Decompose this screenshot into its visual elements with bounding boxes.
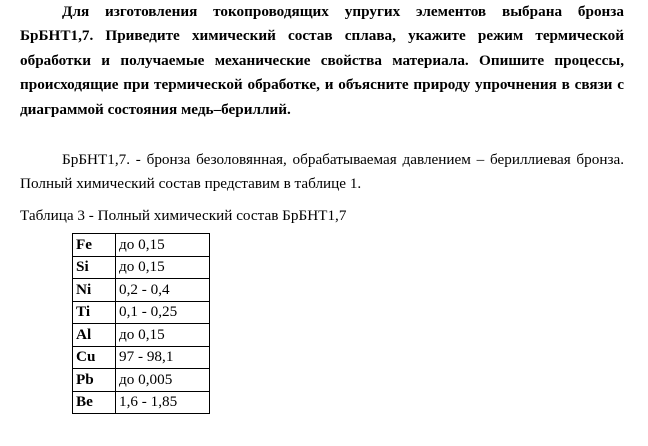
value-cell: 0,1 - 0,25 [116, 301, 210, 324]
element-cell: Ni [73, 279, 116, 302]
table-row [73, 324, 210, 347]
table-row [73, 369, 210, 392]
element-cell: Al [73, 324, 116, 347]
table-caption: Таблица 3 - Полный химический состав БрБНТ1,7 [20, 207, 347, 224]
table-row [73, 391, 210, 414]
answer-paragraph: БрБНТ1,7. - бронза безоловянная, обрабатываемая давлением – бериллиевая бронза. Полный химический состав представим в таблице 1. [20, 151, 624, 192]
table-row [73, 279, 210, 302]
element-cell: Cu [73, 346, 116, 369]
table-row [73, 301, 210, 324]
element-cell: Pb [73, 369, 116, 392]
value-cell: до 0,005 [116, 369, 210, 392]
element-cell: Ti [73, 301, 116, 324]
value-cell: до 0,15 [116, 234, 210, 257]
table-row [73, 346, 210, 369]
value-cell: до 0,15 [116, 324, 210, 347]
value-cell: 0,2 - 0,4 [116, 279, 210, 302]
table-row [73, 256, 210, 279]
element-cell: Fe [73, 234, 116, 257]
table-row [73, 234, 210, 257]
value-cell: 1,6 - 1,85 [116, 391, 210, 414]
task-statement: Для изготовления токопроводящих упругих элементов выбрана бронза БрБНТ1,7. Приведите химический состав сплава, укажите режим термической обработки и получаемые механические свойства материала. Опишите процессы, происходящие при термической обработке, и объясните природу упрочнения в связи с диаграммой состояния медь–бериллий. [20, 3, 624, 118]
value-cell: 97 - 98,1 [116, 346, 210, 369]
value-cell: до 0,15 [116, 256, 210, 279]
composition-table [72, 233, 210, 414]
element-cell: Be [73, 391, 116, 414]
element-cell: Si [73, 256, 116, 279]
